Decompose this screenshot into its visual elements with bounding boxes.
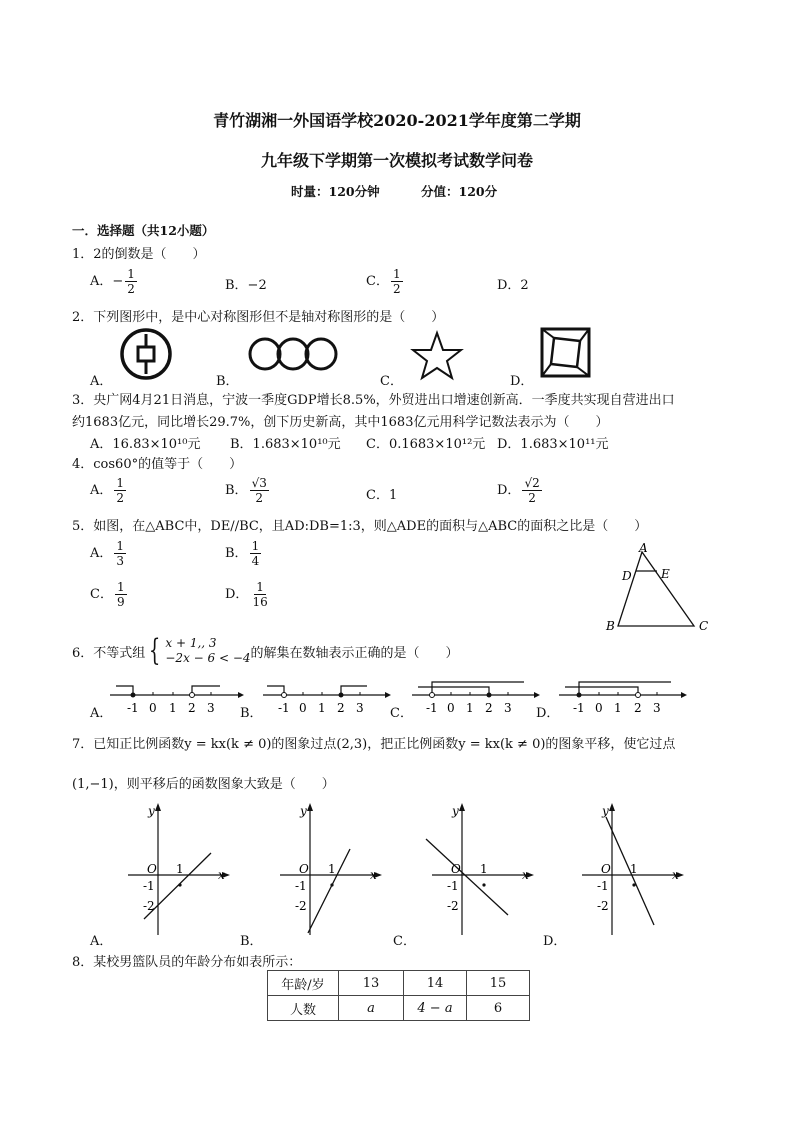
tick-1: 1 <box>630 862 638 876</box>
frac-num: √2 <box>524 476 540 490</box>
q7-line1: 7．已知正比例函数y = kx(k ≠ 0)的图象过点(2,3)，把正比例函数y = kx(k ≠ 0)的图象平移，使它过点 <box>72 737 676 752</box>
q2-figure-c-star <box>410 330 466 380</box>
origin: O <box>451 862 461 876</box>
q5-option-d <box>225 580 272 609</box>
table-cell: 14 <box>404 971 467 996</box>
frac-den: 2 <box>528 491 536 505</box>
q6-ineq1: x + 1,, 3 <box>165 636 217 650</box>
frac-num: 1 <box>127 267 135 281</box>
q5-d-frac <box>250 580 269 609</box>
q7-label-a: A． <box>90 934 113 949</box>
tick-1: 1 <box>176 862 184 876</box>
frac-den: 2 <box>116 491 125 505</box>
q6-inequality-system <box>145 633 251 668</box>
q4-a-frac <box>114 476 126 505</box>
frac-num: 1 <box>251 539 260 553</box>
tick-neg1: -1 <box>573 701 585 715</box>
frac-num: √3 <box>251 476 267 490</box>
q6-stem <box>72 633 459 668</box>
q4-b-frac <box>250 476 269 505</box>
tick-neg1: -1 <box>295 879 307 893</box>
axis-y: y <box>300 804 307 818</box>
origin: O <box>601 862 611 876</box>
tick-2: 2 <box>337 701 345 715</box>
q4-option-a <box>90 476 128 505</box>
q1-c-frac <box>391 267 403 296</box>
frac-num: 1 <box>392 267 401 281</box>
q2-figure-b-rings <box>247 335 339 375</box>
q6-label-b: B． <box>240 706 263 721</box>
tick-neg2: -2 <box>295 899 307 913</box>
q5-a-label: A． <box>90 546 113 561</box>
frac-num: 1 <box>256 580 264 594</box>
q6-numberline-b <box>263 676 393 718</box>
label-e: E <box>661 567 670 581</box>
origin: O <box>147 862 157 876</box>
tick-neg1: -1 <box>143 879 155 893</box>
q5-option-c <box>90 580 129 609</box>
tick-3: 3 <box>207 701 215 715</box>
axis-y: y <box>452 804 459 818</box>
tick-2: 2 <box>188 701 196 715</box>
q5-a-frac <box>114 539 126 568</box>
tick-1: 1 <box>169 701 177 715</box>
axis-x: x <box>672 868 679 882</box>
tick-0: 0 <box>149 701 157 715</box>
q2-stem: 2．下列图形中，是中心对称图形但不是轴对称图形的是（ ） <box>72 310 445 325</box>
table-row <box>268 996 530 1021</box>
tick-2: 2 <box>485 701 493 715</box>
frac-num: 1 <box>116 476 125 490</box>
table-cell: 年龄/岁 <box>268 971 339 996</box>
tick-1: 1 <box>466 701 474 715</box>
time-limit: 时量：120分钟 <box>291 184 380 199</box>
school-title: 青竹湖湘一外国语学校2020-2021学年度第二学期 <box>213 111 581 130</box>
q5-d-label: D． <box>225 587 249 602</box>
tick-neg2: -2 <box>597 899 609 913</box>
q6-numberline-a <box>110 676 242 718</box>
q6-stem-post: 的解集在数轴表示正确的是（ ） <box>250 645 459 661</box>
axis-x: x <box>218 868 225 882</box>
tick-0: 0 <box>447 701 455 715</box>
q5-c-label: C． <box>90 587 113 602</box>
tick-neg2: -2 <box>447 899 459 913</box>
q1-a-sign: − <box>112 274 124 289</box>
tick-neg1: -1 <box>127 701 139 715</box>
q4-d-label: D． <box>497 483 521 498</box>
origin: O <box>299 862 309 876</box>
axis-y: y <box>148 804 155 818</box>
frac-den: 3 <box>116 554 125 568</box>
q5-stem: 5．如图，在△ABC中，DE//BC，且AD:DB=1:3，则△ADE的面积与△ABC的面积之比是（ ） <box>72 519 648 534</box>
frac-den: 16 <box>252 595 268 609</box>
q7-graph-a <box>118 803 238 943</box>
label-c: C <box>699 619 709 633</box>
q5-option-a <box>90 539 128 568</box>
table-cell: 人数 <box>268 996 339 1021</box>
q1-option-d: D．2 <box>497 278 529 293</box>
table-cell: 4 − a <box>404 996 467 1021</box>
q5-b-label: B． <box>225 546 248 561</box>
q3-option-d: D．1.683×10¹¹元 <box>497 437 609 452</box>
q1-stem: 1．2的倒数是（ ） <box>72 247 206 262</box>
q3-line2: 约1683亿元，同比增长29.7%，创下历史新高，其中1683亿元用科学记数法表示为（ ） <box>72 415 609 430</box>
q3-line1: 3．央广网4月21日消息，宁波一季度GDP增长8.5%，外贸进出口增速创新高．一季度共实现自营进出口 <box>72 393 675 408</box>
label-a: A <box>639 541 648 555</box>
q7-graph-c <box>422 803 542 943</box>
q6-label-c: C． <box>390 706 413 721</box>
frac-den: 4 <box>251 554 260 568</box>
tick-1: 1 <box>480 862 488 876</box>
q1-option-b: B．−2 <box>225 278 267 293</box>
tick-neg1: -1 <box>426 701 438 715</box>
axis-x: x <box>370 868 377 882</box>
brace-icon: { <box>149 633 161 668</box>
tick-3: 3 <box>356 701 364 715</box>
q1-option-a <box>90 267 139 296</box>
q5-b-frac <box>250 539 262 568</box>
q3-option-c: C．0.1683×10¹²元 <box>366 437 486 452</box>
q6-numberline-d <box>559 676 689 718</box>
tick-0: 0 <box>595 701 603 715</box>
q1-c-label: C． <box>366 274 389 289</box>
q4-option-d <box>497 476 544 505</box>
q2-label-d: D． <box>510 374 534 389</box>
q6-ineq2: −2x − 6 < −4 <box>165 651 251 665</box>
q7-line2: (1,−1)，则平移后的函数图象大致是（ ） <box>72 777 335 792</box>
q7-graph-d <box>572 803 692 943</box>
tick-neg1: -1 <box>597 879 609 893</box>
q4-d-frac <box>522 476 541 505</box>
total-score: 分值：120分 <box>421 184 498 199</box>
q5-c-frac <box>115 580 127 609</box>
tick-1: 1 <box>318 701 326 715</box>
frac-den: 2 <box>255 491 264 505</box>
q7-label-c: C． <box>393 934 416 949</box>
frac-den: 2 <box>127 282 135 296</box>
table-row <box>268 971 530 996</box>
q7-graph-b <box>270 803 390 943</box>
q5-triangle-figure <box>600 540 720 636</box>
q2-figure-d-square <box>539 326 593 380</box>
q4-b-label: B． <box>225 483 248 498</box>
q1-a-label: A． <box>90 274 113 289</box>
q7-label-b: B． <box>240 934 263 949</box>
axis-x: x <box>522 868 529 882</box>
tick-1: 1 <box>328 862 336 876</box>
q3-option-a: A．16.83×10¹⁰元 <box>90 437 201 452</box>
q6-label-d: D． <box>536 706 560 721</box>
q2-figure-a-coin <box>118 326 178 382</box>
q6-label-a: A． <box>90 706 113 721</box>
q2-label-b: B． <box>216 374 239 389</box>
q4-a-label: A． <box>90 483 113 498</box>
frac-num: 1 <box>116 580 125 594</box>
q3-option-b: B．1.683×10¹⁰元 <box>230 437 341 452</box>
tick-0: 0 <box>299 701 307 715</box>
tick-3: 3 <box>653 701 661 715</box>
q4-option-b <box>225 476 271 505</box>
q1-a-frac <box>125 267 137 296</box>
frac-den: 2 <box>392 282 401 296</box>
table-cell: a <box>339 996 404 1021</box>
age-table <box>267 970 530 1021</box>
table-cell: 15 <box>467 971 530 996</box>
q4-stem: 4．cos60°的值等于（ ） <box>72 457 243 472</box>
exam-title: 九年级下学期第一次模拟考试数学问卷 <box>260 151 533 170</box>
q5-option-b <box>225 539 263 568</box>
section-heading: 一．选择题（共12小题） <box>72 223 215 238</box>
q4-option-c: C．1 <box>366 488 398 503</box>
label-b: B <box>606 619 615 633</box>
q7-label-d: D． <box>543 934 567 949</box>
q8-stem: 8．某校男篮队员的年龄分布如表所示： <box>72 955 302 970</box>
q2-label-a: A． <box>90 374 113 389</box>
q6-numberline-c <box>412 676 542 718</box>
table-cell: 6 <box>467 996 530 1021</box>
frac-num: 1 <box>116 539 125 553</box>
tick-neg1: -1 <box>278 701 290 715</box>
q2-label-c: C． <box>380 374 403 389</box>
table-cell: 13 <box>339 971 404 996</box>
q6-stem-pre: 6．不等式组 <box>72 645 146 661</box>
tick-neg2: -2 <box>143 899 155 913</box>
q1-option-c <box>366 267 405 296</box>
tick-2: 2 <box>634 701 642 715</box>
tick-1: 1 <box>614 701 622 715</box>
tick-3: 3 <box>504 701 512 715</box>
tick-neg1: -1 <box>447 879 459 893</box>
axis-y: y <box>602 804 609 818</box>
frac-den: 9 <box>116 595 125 609</box>
label-d: D <box>622 569 632 583</box>
